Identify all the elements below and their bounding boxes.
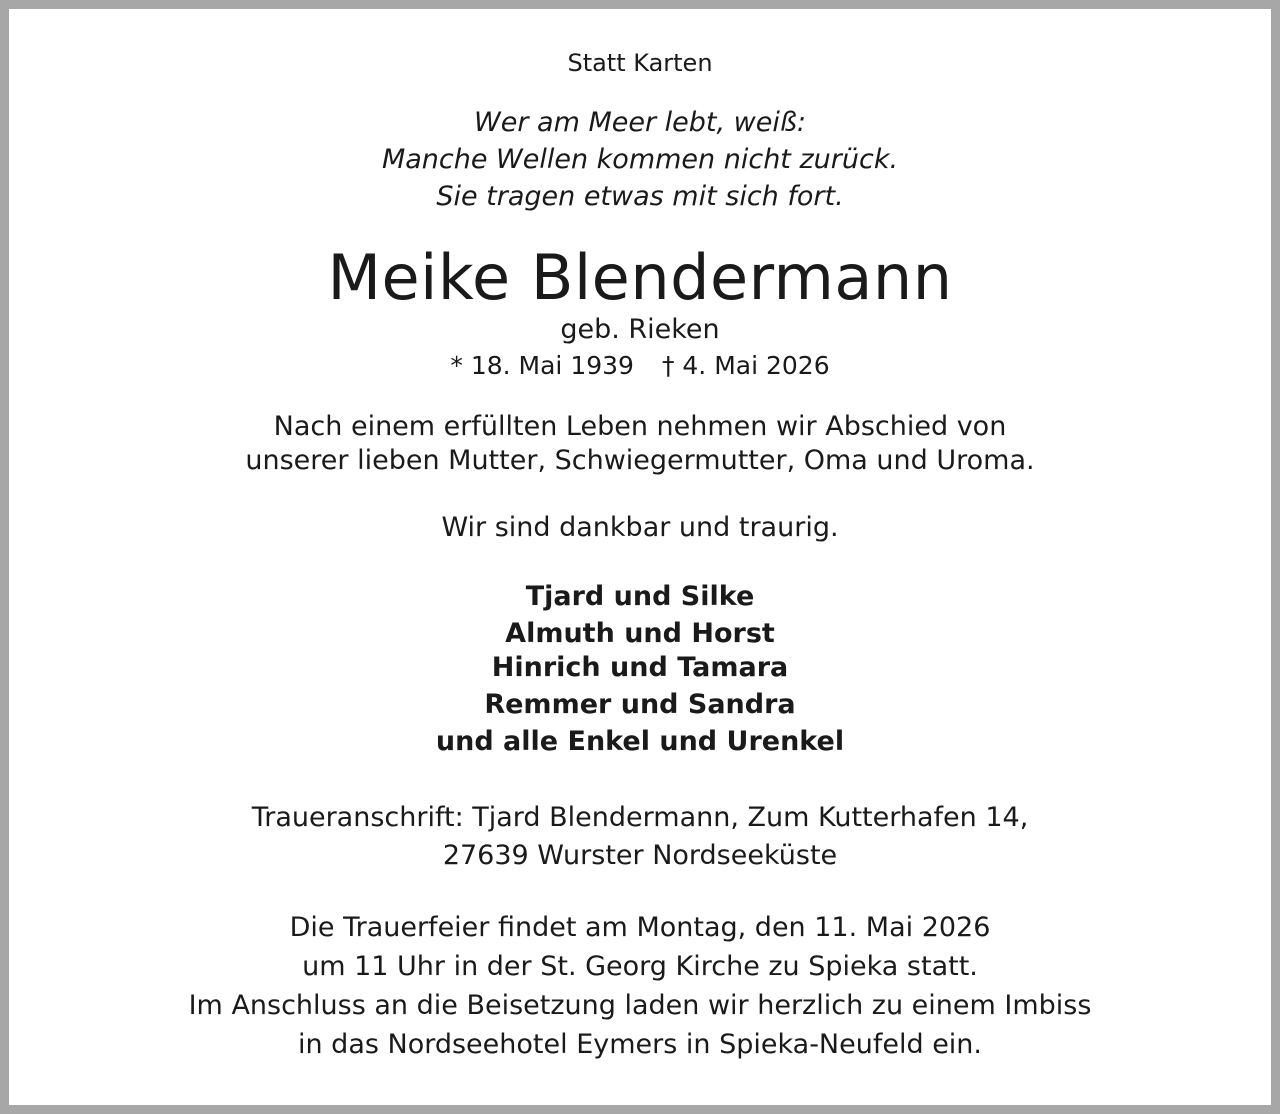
farewell-line-2: unserer lieben Mutter, Schwiegermutter, Oma und Uroma.	[245, 445, 1035, 476]
sentiment-line: Wir sind dankbar und traurig.	[441, 512, 839, 543]
address-line-2: 27639 Wurster Nordseeküste	[442, 840, 838, 871]
motto-line-2: Manche Wellen kommen nicht zurück.	[381, 144, 899, 175]
obituary-notice	[9, 9, 1271, 1105]
life-dates	[9, 351, 1271, 380]
mourner-line-5: und alle Enkel und Urenkel	[435, 726, 845, 757]
farewell-line-1: Nach einem erfüllten Leben nehmen wir Abschied von	[273, 411, 1007, 442]
service-line-1: Die Trauerfeier findet am Montag, den 11. Mai 2026	[289, 912, 991, 943]
birth-name: geb. Rieken	[560, 314, 720, 345]
mourner-line-1: Tjard und Silke	[525, 581, 755, 612]
mourner-line-2: Almuth und Horst	[505, 618, 775, 649]
mourner-line-4: Remmer und Sandra	[484, 689, 796, 720]
service-line-3: Im Anschluss an die Beisetzung laden wir herzlich zu einem Imbiss	[188, 990, 1092, 1021]
motto-line-1: Wer am Meer lebt, weiß:	[474, 107, 806, 138]
service-line-4: in das Nordseehotel Eymers in Spieka-Neufeld ein.	[297, 1029, 983, 1060]
deceased-name: Meike Blendermann	[327, 241, 953, 314]
motto-line-3: Sie tragen etwas mit sich fort.	[436, 181, 844, 212]
birth-date: * 18. Mai 1939	[450, 351, 634, 380]
service-line-2: um 11 Uhr in der St. Georg Kirche zu Spieka statt.	[302, 951, 978, 982]
death-date: † 4. Mai 2026	[661, 351, 830, 380]
header-statt-karten: Statt Karten	[567, 49, 713, 77]
address-line-1: Traueranschrift: Tjard Blendermann, Zum Kutterhafen 14,	[251, 802, 1029, 833]
mourner-line-3: Hinrich und Tamara	[491, 652, 789, 683]
